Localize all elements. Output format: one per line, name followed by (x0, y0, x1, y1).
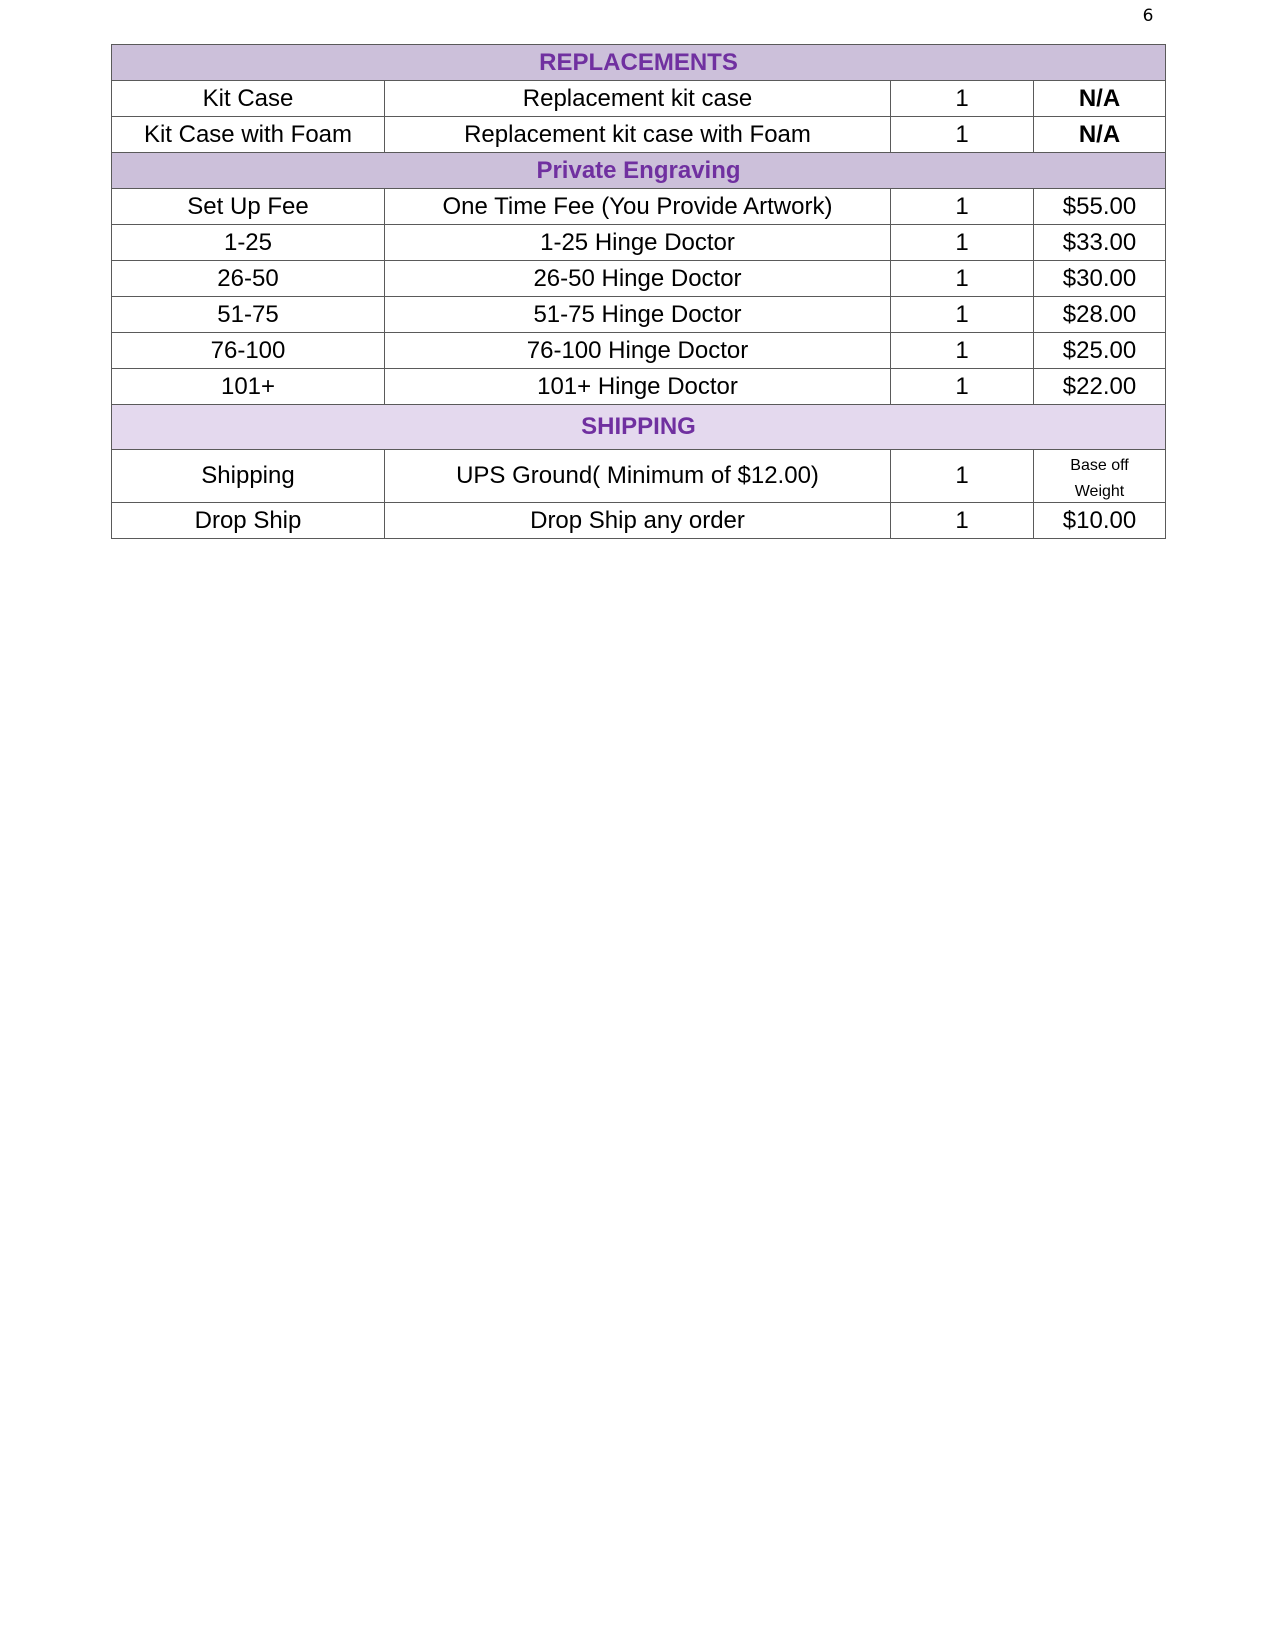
table-row (112, 297, 1166, 333)
qty-cell: 1 (891, 450, 1034, 503)
description-cell: UPS Ground( Minimum of $12.00) (385, 450, 891, 503)
price-note-line1: Base off (1070, 457, 1129, 474)
description-cell: 1-25 Hinge Doctor (385, 225, 891, 261)
qty-cell: 1 (891, 261, 1034, 297)
section-title: SHIPPING (112, 405, 1166, 450)
item-cell: Set Up Fee (112, 189, 385, 225)
section-title: Private Engraving (112, 153, 1166, 189)
description-cell: 76-100 Hinge Doctor (385, 333, 891, 369)
price-cell: $25.00 (1034, 333, 1166, 369)
qty-cell: 1 (891, 503, 1034, 539)
item-cell: Kit Case with Foam (112, 117, 385, 153)
description-cell: 26-50 Hinge Doctor (385, 261, 891, 297)
price-cell: $22.00 (1034, 369, 1166, 405)
item-cell: 1-25 (112, 225, 385, 261)
qty-cell: 1 (891, 117, 1034, 153)
price-cell: $10.00 (1034, 503, 1166, 539)
item-cell: 51-75 (112, 297, 385, 333)
price-cell: N/A (1034, 117, 1166, 153)
price-cell: N/A (1034, 81, 1166, 117)
price-cell: $33.00 (1034, 225, 1166, 261)
qty-cell: 1 (891, 189, 1034, 225)
description-cell: Drop Ship any order (385, 503, 891, 539)
section-title: REPLACEMENTS (112, 45, 1166, 81)
qty-cell: 1 (891, 297, 1034, 333)
price-cell: $30.00 (1034, 261, 1166, 297)
table-row (112, 189, 1166, 225)
section-header-shipping (112, 405, 1166, 450)
table-row (112, 450, 1166, 503)
item-cell: Drop Ship (112, 503, 385, 539)
table-row (112, 261, 1166, 297)
item-cell: Shipping (112, 450, 385, 503)
table-row (112, 333, 1166, 369)
item-cell: 76-100 (112, 333, 385, 369)
qty-cell: 1 (891, 81, 1034, 117)
section-header-engraving (112, 153, 1166, 189)
description-cell: Replacement kit case (385, 81, 891, 117)
table-row (112, 369, 1166, 405)
price-table (111, 44, 1166, 539)
description-cell: 51-75 Hinge Doctor (385, 297, 891, 333)
qty-cell: 1 (891, 369, 1034, 405)
price-cell: $28.00 (1034, 297, 1166, 333)
description-cell: 101+ Hinge Doctor (385, 369, 891, 405)
item-cell: 101+ (112, 369, 385, 405)
table-row (112, 117, 1166, 153)
item-cell: Kit Case (112, 81, 385, 117)
table-row (112, 503, 1166, 539)
price-cell (1034, 450, 1166, 503)
description-cell: Replacement kit case with Foam (385, 117, 891, 153)
page-number: 6 (1142, 6, 1154, 26)
table-row (112, 81, 1166, 117)
description-cell: One Time Fee (You Provide Artwork) (385, 189, 891, 225)
item-cell: 26-50 (112, 261, 385, 297)
price-note-line2: Weight (1074, 483, 1125, 500)
qty-cell: 1 (891, 333, 1034, 369)
table-row (112, 225, 1166, 261)
price-cell: $55.00 (1034, 189, 1166, 225)
qty-cell: 1 (891, 225, 1034, 261)
section-header-replacements (112, 45, 1166, 81)
